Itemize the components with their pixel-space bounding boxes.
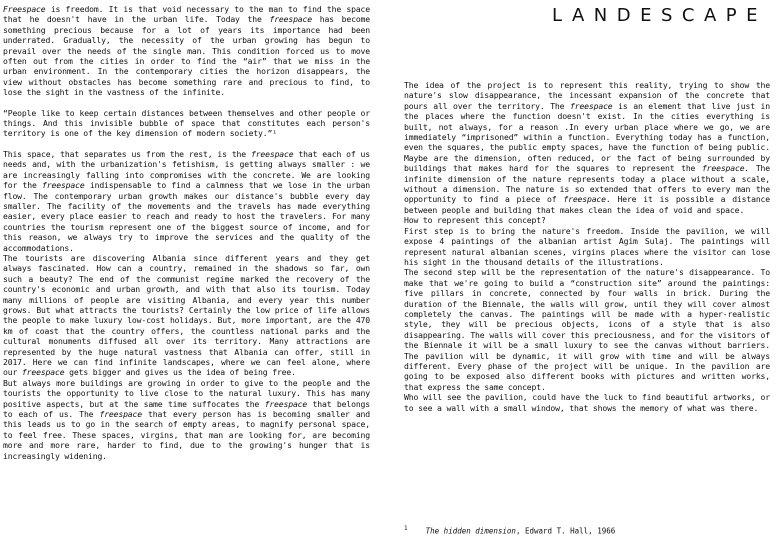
paragraph xyxy=(3,4,370,98)
text-run: indispensable to find a calmness that we lose in the urban flow. The contemporary urban growth makes our distance's bubble every day smaller. The facility of the movements and the travels has made everything easier, every place easier to reach and ready to host the travelers. For many countries the tourism represent one of the biggest source of income, and for this reason, we always try to improve the services and the quality of the accommodations. xyxy=(3,180,370,253)
emphasis-text: freespace xyxy=(42,180,85,191)
text-run: The infinite dimension of the nature represents today a place without a scale, without a dimension. The nature is so extended that offers to every man the opportunity to find a piece of xyxy=(404,163,770,205)
left-column xyxy=(3,4,370,461)
paragraph xyxy=(3,253,370,378)
emphasis-text: freespace xyxy=(21,367,65,378)
emphasis-text: freespace xyxy=(264,398,308,409)
section-question xyxy=(404,215,770,225)
footnote xyxy=(404,524,615,536)
text-run: that belongs to each of us. The xyxy=(3,398,370,420)
emphasis-text: freespace xyxy=(570,100,613,111)
text-run: The second step will be the representation of the nature's disappearance. To make that we're going to build a “construction site” around the paintings: five pillars in concrete, connected by four walls in brick. During the duration of the Biennale, the walls will grow, until they will cover almost completely the canvas. The paintings will be made with a hyper-realistic style, they will be precious objects, icons of a style that is also disappearing. The walls will cover this preciousness, and for the visitors of the Biennale it will be a small luxury to see the canvas without barriers. The pavilion will be dynamic, it will grow with time and will be always different. Every phase of the project will be unique. In the pavilion are going to be exposed also different books with pictures and written works, that express the same concept. xyxy=(404,267,770,392)
text-run: has become something precious because for a lot of years its importance had been underrated. Gradually, the necessity of the urban growing has begun to prevail over the needs of the single man. This condition forced us to move often out from the cities in order to find the “air” that we miss in the urban environment. In the contemporary cities the horizon disappears, the view without obstacles has become something rare and precious to find, to lose the sight in the vastness of the infinite. xyxy=(3,14,370,98)
footnote-rest: , Edward T. Hall, 1966 xyxy=(515,526,616,536)
text-run: First step is to bring the nature's freedom. Inside the pavilion, we will expose 4 paintings of the albanian artist Agim Sulaj. The paintings will represent natural albanian scenes, virgins places where the visitor can lose his sight in the thousand details of the illustrations. xyxy=(404,225,770,267)
emphasis-text: freespace xyxy=(99,409,142,420)
text-run: . Here it is possible a distance between people and building that makes clean the idea of void and space. xyxy=(404,194,770,215)
right-column xyxy=(404,80,770,413)
text-run: Who will see the pavilion, could have the luck to find beautiful artworks, or to see a wall with a small window, that shows the memory of what was there. xyxy=(404,392,770,413)
paragraph xyxy=(404,267,770,392)
paragraph xyxy=(404,226,770,268)
text-run: is an element that live just in the places where the function doesn't exist. In the cities everything is built, not always, for a reason .In every urban place where we go, we are immediately “imprisoned” within a function. Everything today has a function, even the squares, the public empty spaces, have the function of being public. Maybe are the dimension, often reduced, or the fact of being surrounded by buildings that makes hard for the squares to represent the xyxy=(404,100,770,174)
footnote-mark: 1 xyxy=(404,525,408,532)
text-run: How to represent this concept? xyxy=(404,215,546,226)
text-run: But always more buildings are growing in order to give to the people and the tourists the opportunity to live close to the natural luxury. This has many positive aspects, but at the same time suffocates the xyxy=(3,377,370,409)
page-title: LANDESCAPE xyxy=(552,5,767,26)
emphasis-text: freespace. xyxy=(701,163,750,174)
emphasis-text: freespace xyxy=(269,14,312,25)
text-run: This space, that separates us from the rest, is the xyxy=(3,148,251,159)
text-run: is freedom. It is that void necessary to the man to find the space that he doesn't have in the urban life. Today the xyxy=(3,4,370,25)
text-run: The tourists are discovering Albania since different years and they get always fascinated. How can a country, remained in the shadows so far, own such a beauty? The end of the communist regime marked the recovery of the country's economic and urban growth, and with that also its tourism. Today many millions of people are visiting Albania, and every year this number grows. But what attracts the tourists? Certainly the low price of life allows the people to make luxury low-cost holidays. But, more important, are the 470 km of coast that the country offers, the countless national parks and the cultural monuments diffused all over its territory. Many attractions are represented by the huge natural vastness that Albania can offer, still in 2017. Here we can find infinite landscapes, where we can feel alone, where our xyxy=(3,252,370,378)
text-run: that every person has is becoming smaller and this leads us to go in the search of empty areas, to magnify personal space, to feel free. These spaces, virgins, that man are looking for, are becoming more and more rare, harder to find, due to the growing's hunger that is increasingly widening. xyxy=(3,409,370,461)
text-run: The idea of the project is to represent this reality, trying to show the nature's slow disappearance, the incessant expansion of the concrete that pours all over the territory. The xyxy=(404,80,770,111)
emphasis-text: freespace xyxy=(563,194,606,205)
paragraph xyxy=(3,149,370,253)
emphasis-text: Freespace xyxy=(3,4,46,14)
paragraph xyxy=(3,378,370,461)
text-run: gets bigger and gives us the idea of being free. xyxy=(64,367,296,378)
paragraph xyxy=(404,392,770,413)
text-run: “People like to keep certain distances between themselves and other people or things. And this invisible bubble of space that constitutes each person's territory is one of the key dimension of modern society.”¹ xyxy=(3,107,370,139)
emphasis-text: freespace xyxy=(250,148,294,159)
quote-paragraph xyxy=(3,108,370,139)
paragraph xyxy=(404,80,770,215)
text-run: that each of us needs and, with the urbanization's fetishism, is getting always smaller : we are increasingly falling into compromises with the concrete. We are looking for the xyxy=(3,148,370,191)
footnote-title: The hidden dimension xyxy=(425,526,516,536)
